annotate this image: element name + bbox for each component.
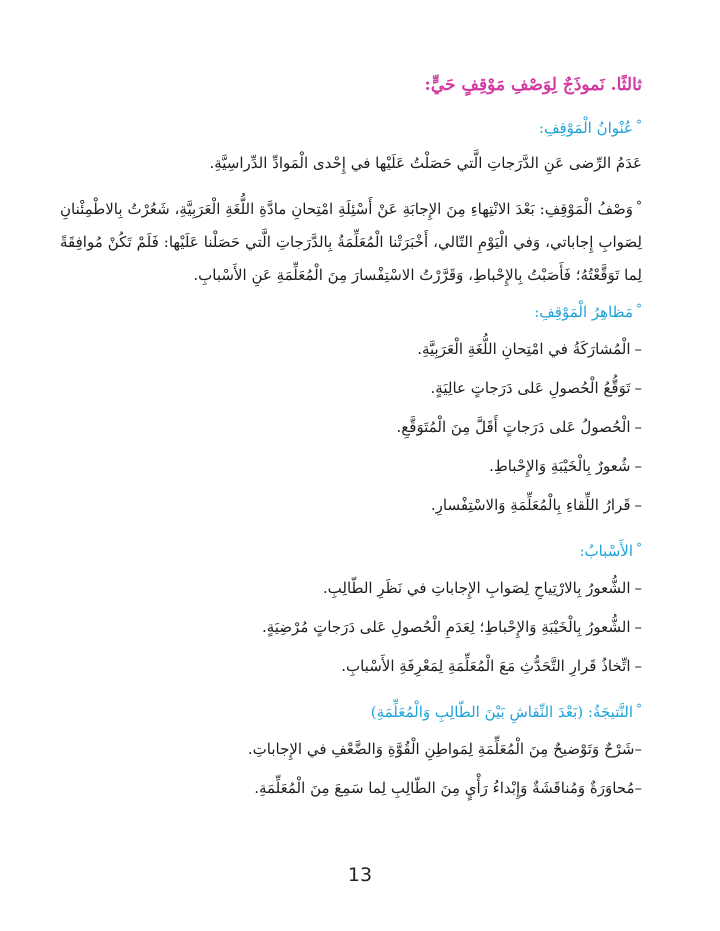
list-item-text: مُحاوَرَةٌ وَمُناقَشَةٌ وَإِبْداءُ رَأْيٍ مِنَ الطّالِبِ لِما سَمِعَ مِنَ الْمُعَلِّمَةِ.	[254, 779, 635, 797]
list-item	[60, 730, 642, 769]
list-item	[60, 408, 642, 447]
reasons-section-heading-text: الأَسْبابُ:	[579, 542, 633, 560]
dash-symbol: –	[634, 340, 642, 358]
dash-symbol: –	[634, 618, 642, 636]
result-section-heading	[60, 696, 642, 722]
dash-symbol: –	[634, 779, 642, 797]
title-section-heading-text: عُنْوانُ الْمَوْقِفِ:	[538, 119, 633, 137]
list-item	[60, 447, 642, 486]
dash-symbol: –	[634, 657, 642, 675]
list-item-text: تَوَقُّعُ الْحُصولِ عَلى دَرَجاتٍ عالِيَةٍ.	[430, 379, 631, 397]
dash-symbol: –	[634, 379, 642, 397]
bullet-symbol: °	[636, 199, 642, 213]
list-item-text: الْحُصولُ عَلى دَرَجاتٍ أَقَلَّ مِنَ الْمُتَوَقَّعِ.	[396, 418, 631, 436]
dash-symbol: –	[634, 496, 642, 514]
list-item	[60, 330, 642, 369]
aspects-list	[60, 330, 642, 525]
reasons-section-heading	[60, 535, 642, 561]
list-item	[60, 569, 642, 608]
result-section-heading-text: النَّتيجَةُ: (بَعْدَ النِّقاشِ بَيْنَ الطّالِبِ وَالْمُعَلِّمَةِ)	[370, 703, 633, 721]
list-item-text: شُعورٌ بِالْخَيْبَةِ وَالإِحْباطِ.	[489, 457, 631, 475]
description-text: بَعْدَ الانْتِهاءِ مِنَ الإِجابَةِ عَنْ أَسْئِلَةِ امْتِحانِ مادَّةِ اللُّغَةِ الْعَرَبِيَّةِ، شَعُرْتُ بِالاطْمِئْنانِ لِصَوابِ إِجاباتي، وَفي الْيَوْمِ التّالي، أَخْبَرَتْنا الْمُعَلِّمَةُ بِالدَّرَجاتِ الَّتي حَصَلْنا عَلَيْها: فَلَمْ تَكُنْ مُوافِقَةً لِما تَوَقَّعْتُهُ؛ فَأَصَبْتُ بِالإِحْباطِ، وَقَرَّرْتُ الاسْتِفْسارَ مِنَ الْمُعَلِّمَةِ عَنِ الأَسْبابِ.	[60, 200, 642, 284]
list-item-text: الشُّعورُ بِالارْتِياحِ لِصَوابِ الإِجاباتِ في نَظَرِ الطّالِبِ.	[322, 579, 631, 597]
bullet-symbol: °	[636, 702, 642, 716]
document-page	[60, 68, 642, 818]
list-item	[60, 647, 642, 686]
main-heading: ثالثًا. نَموذَجٌ لِوَصْفِ مَوْقِفٍ حَيٍّ:	[424, 75, 642, 95]
description-label: وَصْفُ الْمَوْقِفِ:	[539, 200, 633, 218]
reasons-list	[60, 569, 642, 686]
list-item-text: قَرارُ اللِّقاءِ بِالْمُعَلِّمَةِ وَالاسْتِفْسارِ.	[430, 496, 631, 514]
bullet-symbol: °	[636, 541, 642, 555]
aspects-section-heading	[60, 296, 642, 322]
list-item-text: الشُّعورُ بِالْخَيْبَةِ وَالإِحْباطِ؛ لِعَدَمِ الْحُصولِ عَلى دَرَجاتٍ مُرْضِيَةٍ.	[261, 618, 631, 636]
list-item	[60, 769, 642, 808]
result-list	[60, 730, 642, 808]
list-item	[60, 486, 642, 525]
bullet-symbol: °	[636, 302, 642, 316]
page-number: 13	[347, 864, 373, 886]
list-item	[60, 369, 642, 408]
bullet-symbol: °	[636, 118, 642, 132]
dash-symbol: –	[634, 579, 642, 597]
dash-symbol: –	[634, 740, 642, 758]
list-item	[60, 608, 642, 647]
description-paragraph	[60, 190, 642, 292]
list-item-text: اتِّخاذُ قَرارِ التَّحَدُّثِ مَعَ الْمُعَلِّمَةِ لِمَعْرِفَةِ الأَسْبابِ.	[341, 657, 631, 675]
title-section-text: عَدَمُ الرِّضى عَنِ الدَّرَجاتِ الَّتي حَصَلْتُ عَلَيْها في إِحْدى الْمَوادِّ الدِّراسِيَّةِ.	[209, 154, 642, 172]
aspects-section-heading-text: مَظاهِرُ الْمَوْقِفِ:	[534, 303, 633, 321]
title-section-heading	[60, 112, 642, 138]
dash-symbol: –	[634, 457, 642, 475]
dash-symbol: –	[634, 418, 642, 436]
list-item-text: شَرْحٌ وَتَوْضيحٌ مِنَ الْمُعَلِّمَةِ لِمَواطِنِ الْقُوَّةِ وَالضَّعْفِ في الإِجاباتِ.	[247, 740, 635, 758]
list-item-text: الْمُشارَكَةُ في امْتِحانِ اللُّغَةِ الْعَرَبِيَّةِ.	[417, 340, 631, 358]
